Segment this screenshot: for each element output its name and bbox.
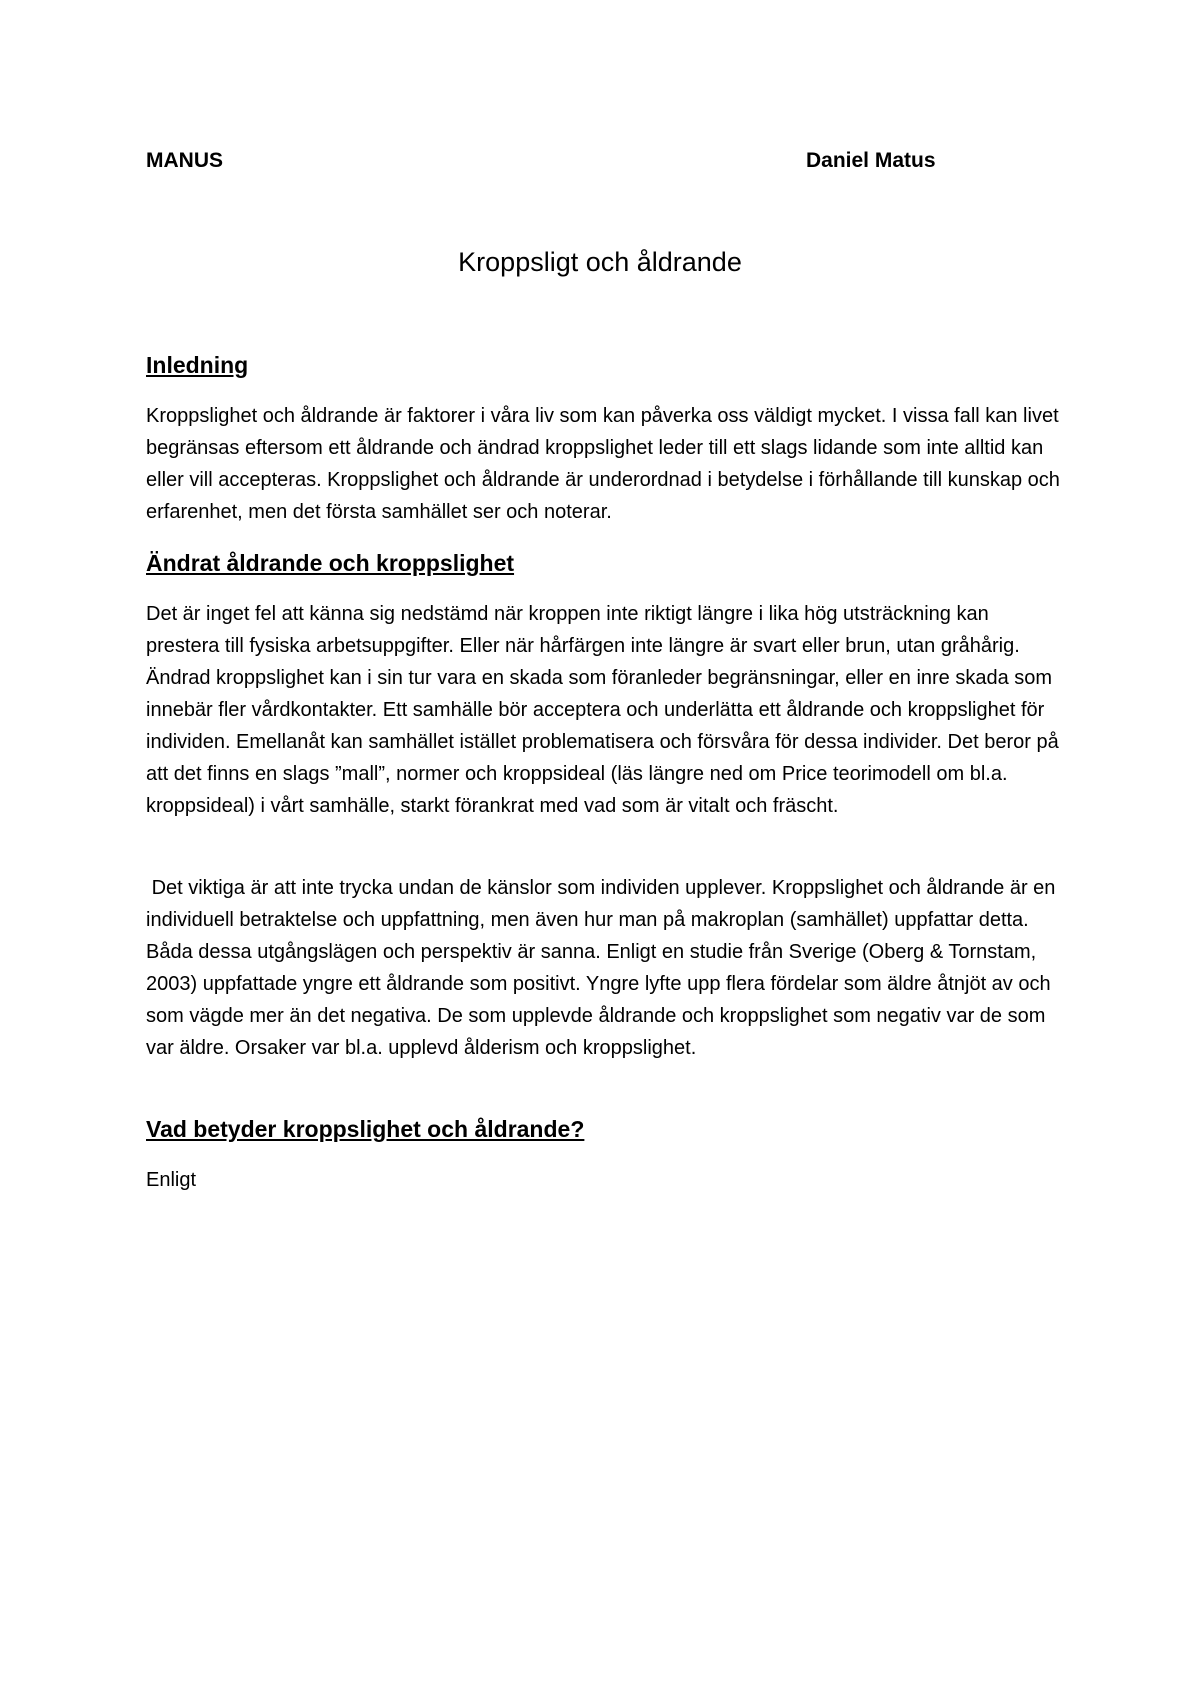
paragraph-andrat-1: Det är inget fel att känna sig nedstämd när kroppen inte riktigt längre i lika hög utsträckning kan prestera till fysiska arbetsuppgifter. Eller när hårfärgen inte längre är svart eller brun, utan gråhårig. Ändrad kroppslighet kan i sin tur vara en skada som föranleder begränsningar, eller en inre skada som innebär fler vårdkontakter. Ett samhälle bör acceptera och underlätta ett åldrande och kroppslighet för individen. Emellanåt kan samhället istället problematisera och försvåra för dessa individer. Det beror på att det finns en slags ”mall”, normer och kroppsideal (läs längre ned om Price teorimodell om bl.a. kroppsideal) i vårt samhälle, starkt förankrat med vad som är vitalt och fräscht. — [146, 603, 1059, 817]
document-title: Kroppsligt och åldrande — [458, 247, 742, 277]
author-name: Daniel Matus — [806, 149, 936, 172]
section-heading-andrat-aldrande: Ändrat åldrande och kroppslighet — [146, 550, 515, 576]
paragraph-vad-betyder: Enligt — [146, 1169, 197, 1191]
paragraph-inledning: Kroppslighet och åldrande är faktorer i våra liv som kan påverka oss väldigt mycket. I vissa fall kan livet begränsas eftersom ett åldrande och ändrad kroppslighet leder till ett slags lidande som inte alltid kan eller vill accepteras. Kroppslighet och åldrande är underordnad i betydelse i förhållande till kunskap och erfarenhet, men det första samhället ser och noterar. — [146, 405, 1060, 523]
manuscript-label: MANUS — [146, 149, 223, 172]
section-heading-vad-betyder: Vad betyder kroppslighet och åldrande? — [146, 1116, 585, 1142]
paragraph-andrat-2: Det viktiga är att inte trycka undan de känslor som individen upplever. Kroppslighet och åldrande är en individuell betraktelse och uppfattning, men även hur man på makroplan (samhället) uppfattar detta. Båda dessa utgångslägen och perspektiv är sanna. Enligt en studie från Sverige (Oberg & Tornstam, 2003) uppfattade yngre ett åldrande som positivt. Yngre lyfte upp flera fördelar som äldre åtnjöt av och som vägde mer än det negativa. De som upplevde åldrande och kroppslighet som negativ var de som var äldre. Orsaker var bl.a. upplevd ålderism och kroppslighet. — [146, 877, 1061, 1059]
section-heading-inledning: Inledning — [146, 352, 249, 378]
